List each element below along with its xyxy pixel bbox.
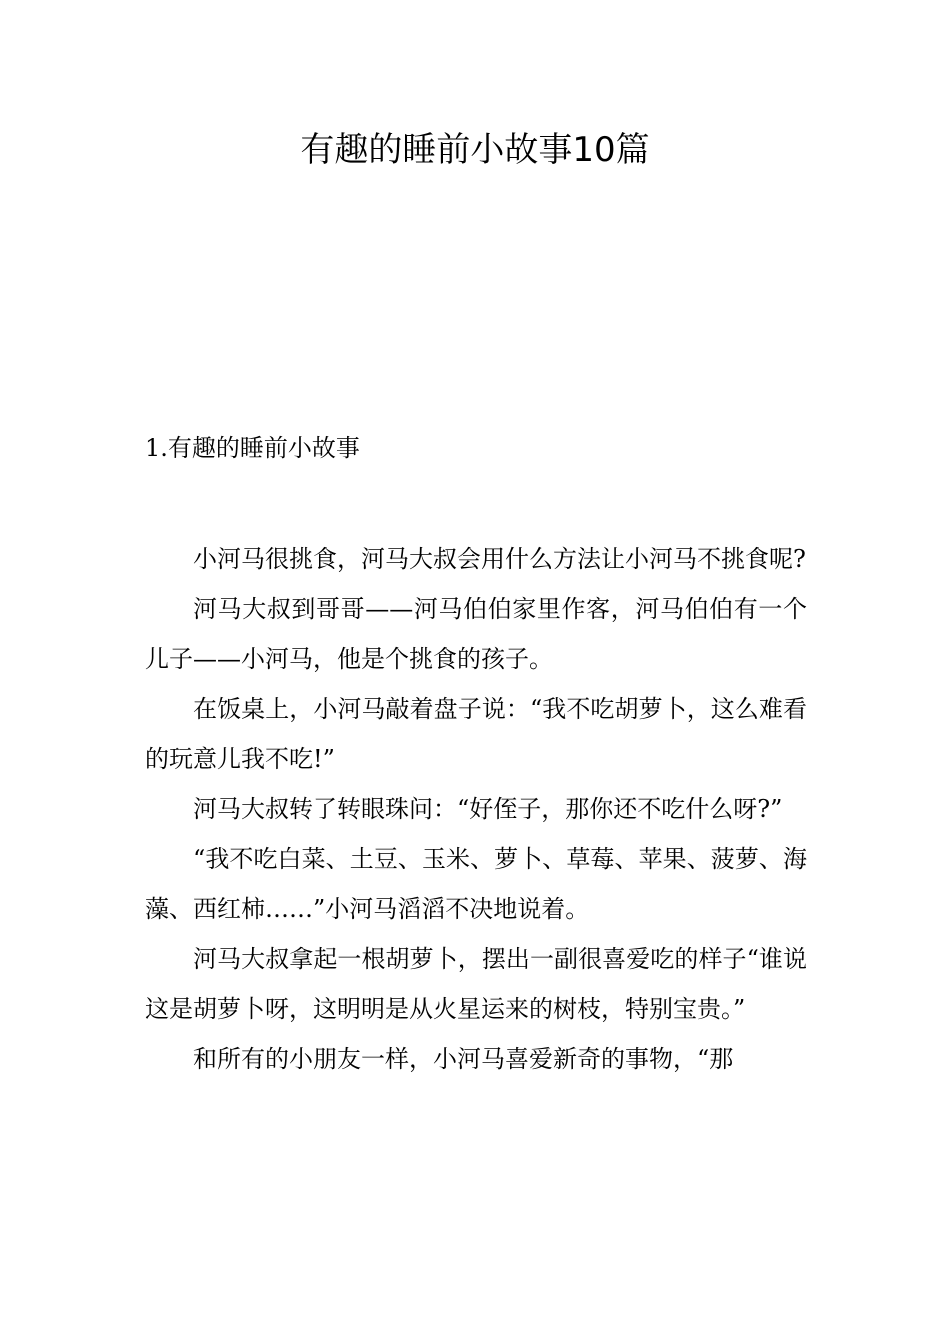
section-heading: 1.有趣的睡前小故事 bbox=[145, 434, 360, 462]
paragraph: “我不吃白菜、土豆、玉米、萝卜、草莓、苹果、菠萝、海藻、西红柿……”小河马滔滔不决地说着。 bbox=[145, 845, 807, 923]
paragraph: 河马大叔转了转眼珠问：“好侄子，那你还不吃什么呀?” bbox=[193, 795, 783, 823]
paragraph: 河马大叔拿起一根胡萝卜，摆出一副很喜爱吃的样子“谁说这是胡萝卜呀，这明明是从火星运来的树枝，特别宝贵。” bbox=[145, 945, 807, 1023]
paragraph: 河马大叔到哥哥——河马伯伯家里作客，河马伯伯有一个儿子——小河马，他是个挑食的孩子。 bbox=[145, 595, 807, 673]
story-body bbox=[145, 534, 807, 1084]
paragraph: 在饭桌上，小河马敲着盘子说：“我不吃胡萝卜，这么难看的玩意儿我不吃!” bbox=[145, 695, 807, 773]
paragraph: 小河马很挑食，河马大叔会用什么方法让小河马不挑食呢? bbox=[193, 545, 806, 573]
paragraph: 和所有的小朋友一样，小河马喜爱新奇的事物，“那 bbox=[193, 1045, 734, 1073]
document-title: 有趣的睡前小故事10篇 bbox=[300, 130, 650, 170]
